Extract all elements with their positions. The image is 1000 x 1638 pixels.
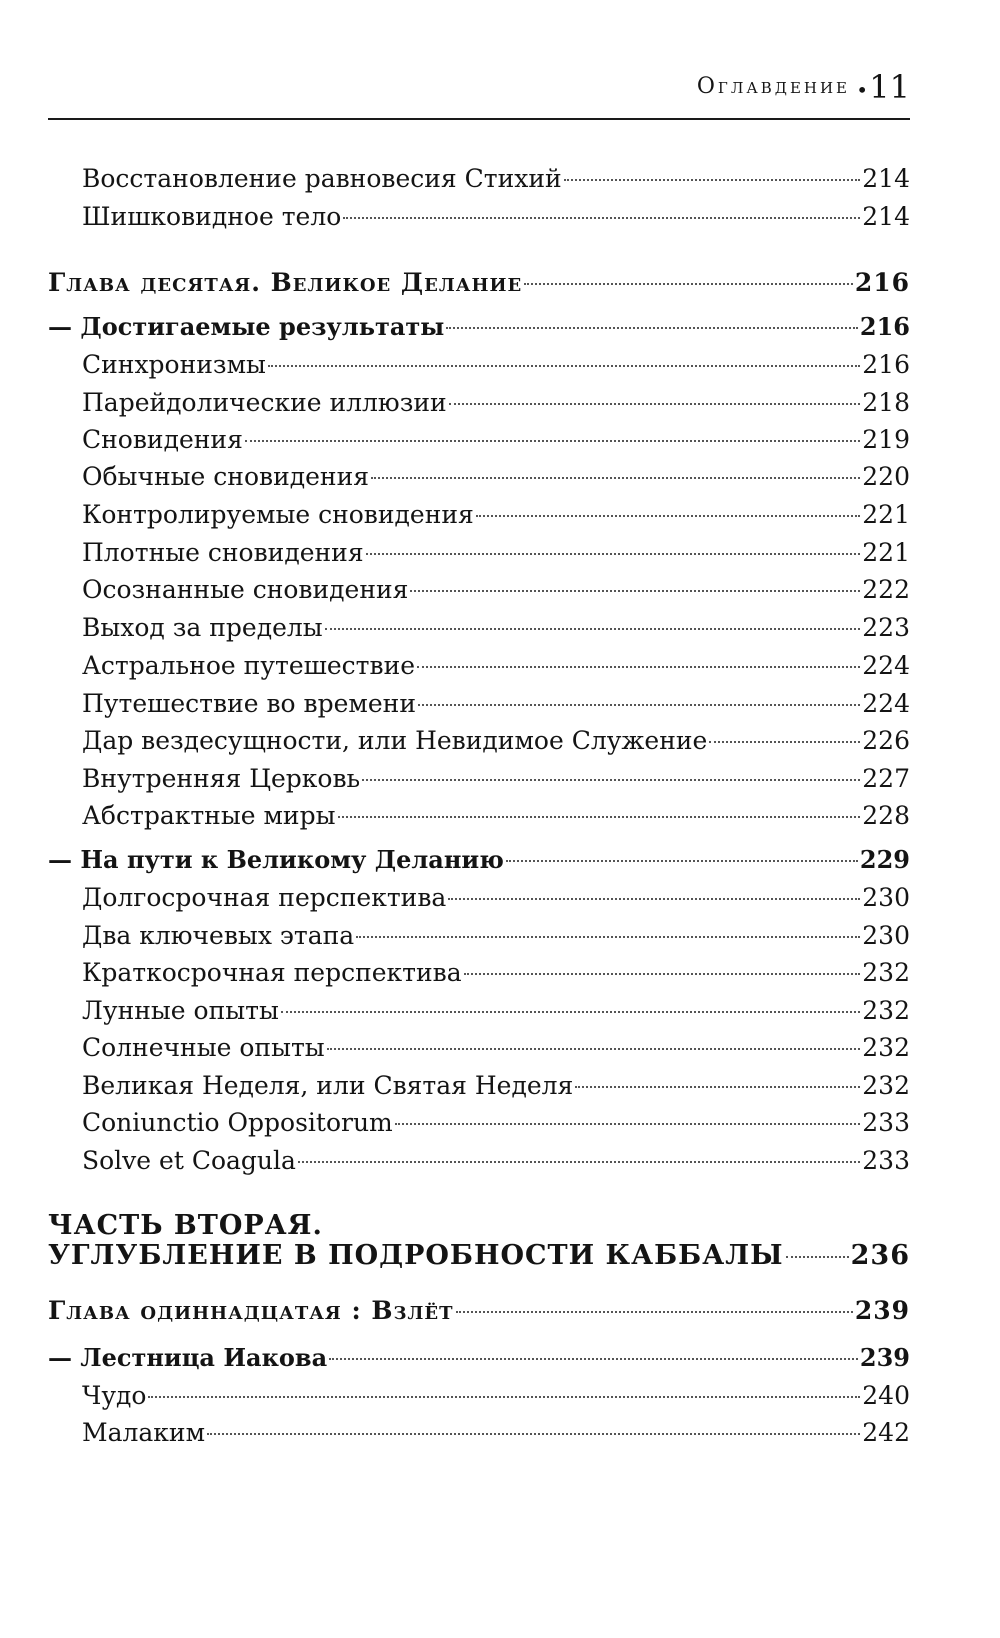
- toc-entry[interactable]: [82, 1418, 910, 1447]
- toc-entry-page: 224: [862, 651, 910, 680]
- running-header-title: Оглавдение: [696, 74, 850, 99]
- toc-entry[interactable]: [82, 651, 910, 680]
- toc-entry[interactable]: [82, 801, 910, 830]
- toc-entry-label: Solve et Coagula: [82, 1146, 296, 1175]
- toc-entry-page: 239: [859, 1343, 910, 1372]
- dot-leader: [786, 1256, 849, 1258]
- toc-entry-page: 242: [862, 1418, 910, 1447]
- dot-leader: [281, 1011, 860, 1013]
- toc-entry-page: 216: [854, 268, 910, 297]
- dot-leader: [268, 365, 860, 367]
- toc-entry-label: Контролируемые сновидения: [82, 500, 474, 529]
- dot-leader: [245, 440, 860, 442]
- toc-section-label: — Лестница Иакова: [48, 1343, 328, 1372]
- toc-entry-label: Выход за пределы: [82, 613, 323, 642]
- toc-entry-page: 239: [854, 1296, 910, 1325]
- toc-entry[interactable]: [82, 164, 910, 193]
- toc-entry-label: Восстановление равновесия Стихий: [82, 164, 562, 193]
- toc-entry-page: 218: [862, 388, 910, 417]
- toc-entry[interactable]: [82, 575, 910, 604]
- toc-entry[interactable]: [82, 613, 910, 642]
- toc-entry-page: 236: [850, 1240, 910, 1271]
- toc-entry[interactable]: [82, 689, 910, 718]
- toc-entry-page: 219: [862, 425, 910, 454]
- toc-entry-page: 230: [862, 883, 910, 912]
- toc-entry-page: 214: [862, 164, 910, 193]
- toc-entry-page: 221: [862, 538, 910, 567]
- toc-part[interactable]: [48, 1240, 910, 1271]
- toc-entry-page: 216: [859, 312, 910, 341]
- toc-entry-page: 230: [862, 921, 910, 950]
- toc-entry-label: Абстрактные миры: [82, 801, 336, 830]
- toc-entry[interactable]: [82, 425, 910, 454]
- toc-entry[interactable]: [82, 388, 910, 417]
- toc-entry[interactable]: [82, 462, 910, 491]
- toc-entry[interactable]: [82, 1381, 910, 1410]
- toc-entry-label: Малаким: [82, 1418, 206, 1447]
- dot-leader: [524, 283, 853, 285]
- toc-entry[interactable]: [82, 726, 910, 755]
- dot-leader: [709, 741, 860, 743]
- toc-entry-page: 222: [862, 575, 910, 604]
- dot-leader: [464, 973, 861, 975]
- toc-entry[interactable]: [82, 1033, 910, 1062]
- toc-entry-label: Астральное путешествие: [82, 651, 416, 680]
- toc-entry-page: 223: [862, 613, 910, 642]
- toc-entry-page: 232: [862, 1071, 910, 1100]
- dot-leader: [448, 898, 860, 900]
- toc-entry[interactable]: [82, 538, 910, 567]
- part-title-line1: ЧАСТЬ ВТОРАЯ.: [48, 1210, 323, 1241]
- toc-entry-page: 214: [862, 202, 910, 231]
- dot-leader: [327, 1048, 861, 1050]
- page-number: 11: [869, 68, 910, 106]
- dot-leader: [298, 1161, 860, 1163]
- toc-section[interactable]: [48, 312, 910, 341]
- toc-chapter-label: Глава десятая. Великое Делание: [48, 268, 523, 297]
- toc-entry-page: 216: [862, 350, 910, 379]
- toc-entry-page: 229: [859, 845, 910, 874]
- toc-entry[interactable]: [82, 764, 910, 793]
- dot-leader: [506, 860, 858, 862]
- toc-entry-label: Два ключевых этапа: [82, 921, 355, 950]
- toc-entry[interactable]: [82, 883, 910, 912]
- toc-chapter-label: Глава одиннадцатая : Взлёт: [48, 1296, 454, 1325]
- dot-leader: [148, 1396, 860, 1398]
- toc-entry[interactable]: [82, 1071, 910, 1100]
- dot-leader: [338, 816, 861, 818]
- toc-entry[interactable]: [82, 1146, 910, 1175]
- dot-leader: [446, 327, 858, 329]
- toc-entry[interactable]: [82, 202, 910, 231]
- toc-section[interactable]: [48, 1343, 910, 1372]
- toc-entry-page: 224: [862, 689, 910, 718]
- dot-leader: [329, 1358, 858, 1360]
- toc-entry-label: Coniunctio Oppositorum: [82, 1108, 393, 1137]
- toc-entry-page: 232: [862, 958, 910, 987]
- toc-chapter[interactable]: [48, 1296, 910, 1325]
- toc-entry-label: Великая Неделя, или Святая Неделя: [82, 1071, 574, 1100]
- dot-leader: [575, 1086, 860, 1088]
- toc-entry-label: Обычные сновидения: [82, 462, 370, 491]
- dot-leader: [564, 179, 861, 181]
- running-header: [48, 70, 910, 120]
- dot-leader: [343, 217, 860, 219]
- toc-entry-label: Долгосрочная перспектива: [82, 883, 447, 912]
- toc-entry-label: Шишковидное тело: [82, 202, 342, 231]
- dot-leader: [362, 779, 860, 781]
- dot-leader: [417, 666, 860, 668]
- toc-entry-page: 227: [862, 764, 910, 793]
- toc-entry-label: Плотные сновидения: [82, 538, 364, 567]
- toc-part-label: УГЛУБЛЕНИЕ В ПОДРОБНОСТИ КАББАЛЫ: [48, 1240, 784, 1271]
- toc-entry-label: Чудо: [82, 1381, 147, 1410]
- toc-entry-label: Путешествие во времени: [82, 689, 416, 718]
- toc-entry-label: Синхронизмы: [82, 350, 266, 379]
- dot-leader: [371, 477, 860, 479]
- toc-entry[interactable]: [82, 921, 910, 950]
- toc-entry-page: 240: [862, 1381, 910, 1410]
- dot-leader: [395, 1123, 861, 1125]
- toc-entry-page: 233: [862, 1108, 910, 1137]
- toc-entry[interactable]: [82, 1108, 910, 1137]
- toc-entry-page: 226: [862, 726, 910, 755]
- dot-leader: [366, 553, 861, 555]
- header-bullet: •: [856, 78, 868, 102]
- toc-entry-label: Краткосрочная перспектива: [82, 958, 462, 987]
- toc-entry-label: Солнечные опыты: [82, 1033, 325, 1062]
- toc-entry-label: Дар вездесущности, или Невидимое Служение: [82, 726, 708, 755]
- toc-entry[interactable]: [82, 350, 910, 379]
- toc-entry-label: Сновидения: [82, 425, 243, 454]
- toc-entry[interactable]: [82, 958, 910, 987]
- toc-section-label: — На пути к Великому Деланию: [48, 845, 504, 874]
- toc-entry-page: 220: [862, 462, 910, 491]
- toc-entry-label: Парейдолические иллюзии: [82, 388, 447, 417]
- toc-entry-page: 221: [862, 500, 910, 529]
- dot-leader: [476, 515, 860, 517]
- toc-entry-page: 228: [862, 801, 910, 830]
- toc-entry-label: Лунные опыты: [82, 996, 279, 1025]
- toc-entry-page: 232: [862, 1033, 910, 1062]
- dot-leader: [356, 936, 860, 938]
- dot-leader: [449, 403, 861, 405]
- dot-leader: [410, 590, 860, 592]
- toc-entry-label: Внутренняя Церковь: [82, 764, 361, 793]
- toc-entry-page: 232: [862, 996, 910, 1025]
- dot-leader: [325, 628, 861, 630]
- toc-entry[interactable]: [82, 500, 910, 529]
- toc-chapter[interactable]: [48, 268, 910, 297]
- toc-entry-page: 233: [862, 1146, 910, 1175]
- toc-section-label: — Достигаемые результаты: [48, 312, 445, 341]
- toc-section[interactable]: [48, 845, 910, 874]
- dot-leader: [207, 1433, 860, 1435]
- dot-leader: [456, 1311, 853, 1313]
- dot-leader: [418, 704, 860, 706]
- toc-entry-label: Осознанные сновидения: [82, 575, 409, 604]
- toc-entry[interactable]: [82, 996, 910, 1025]
